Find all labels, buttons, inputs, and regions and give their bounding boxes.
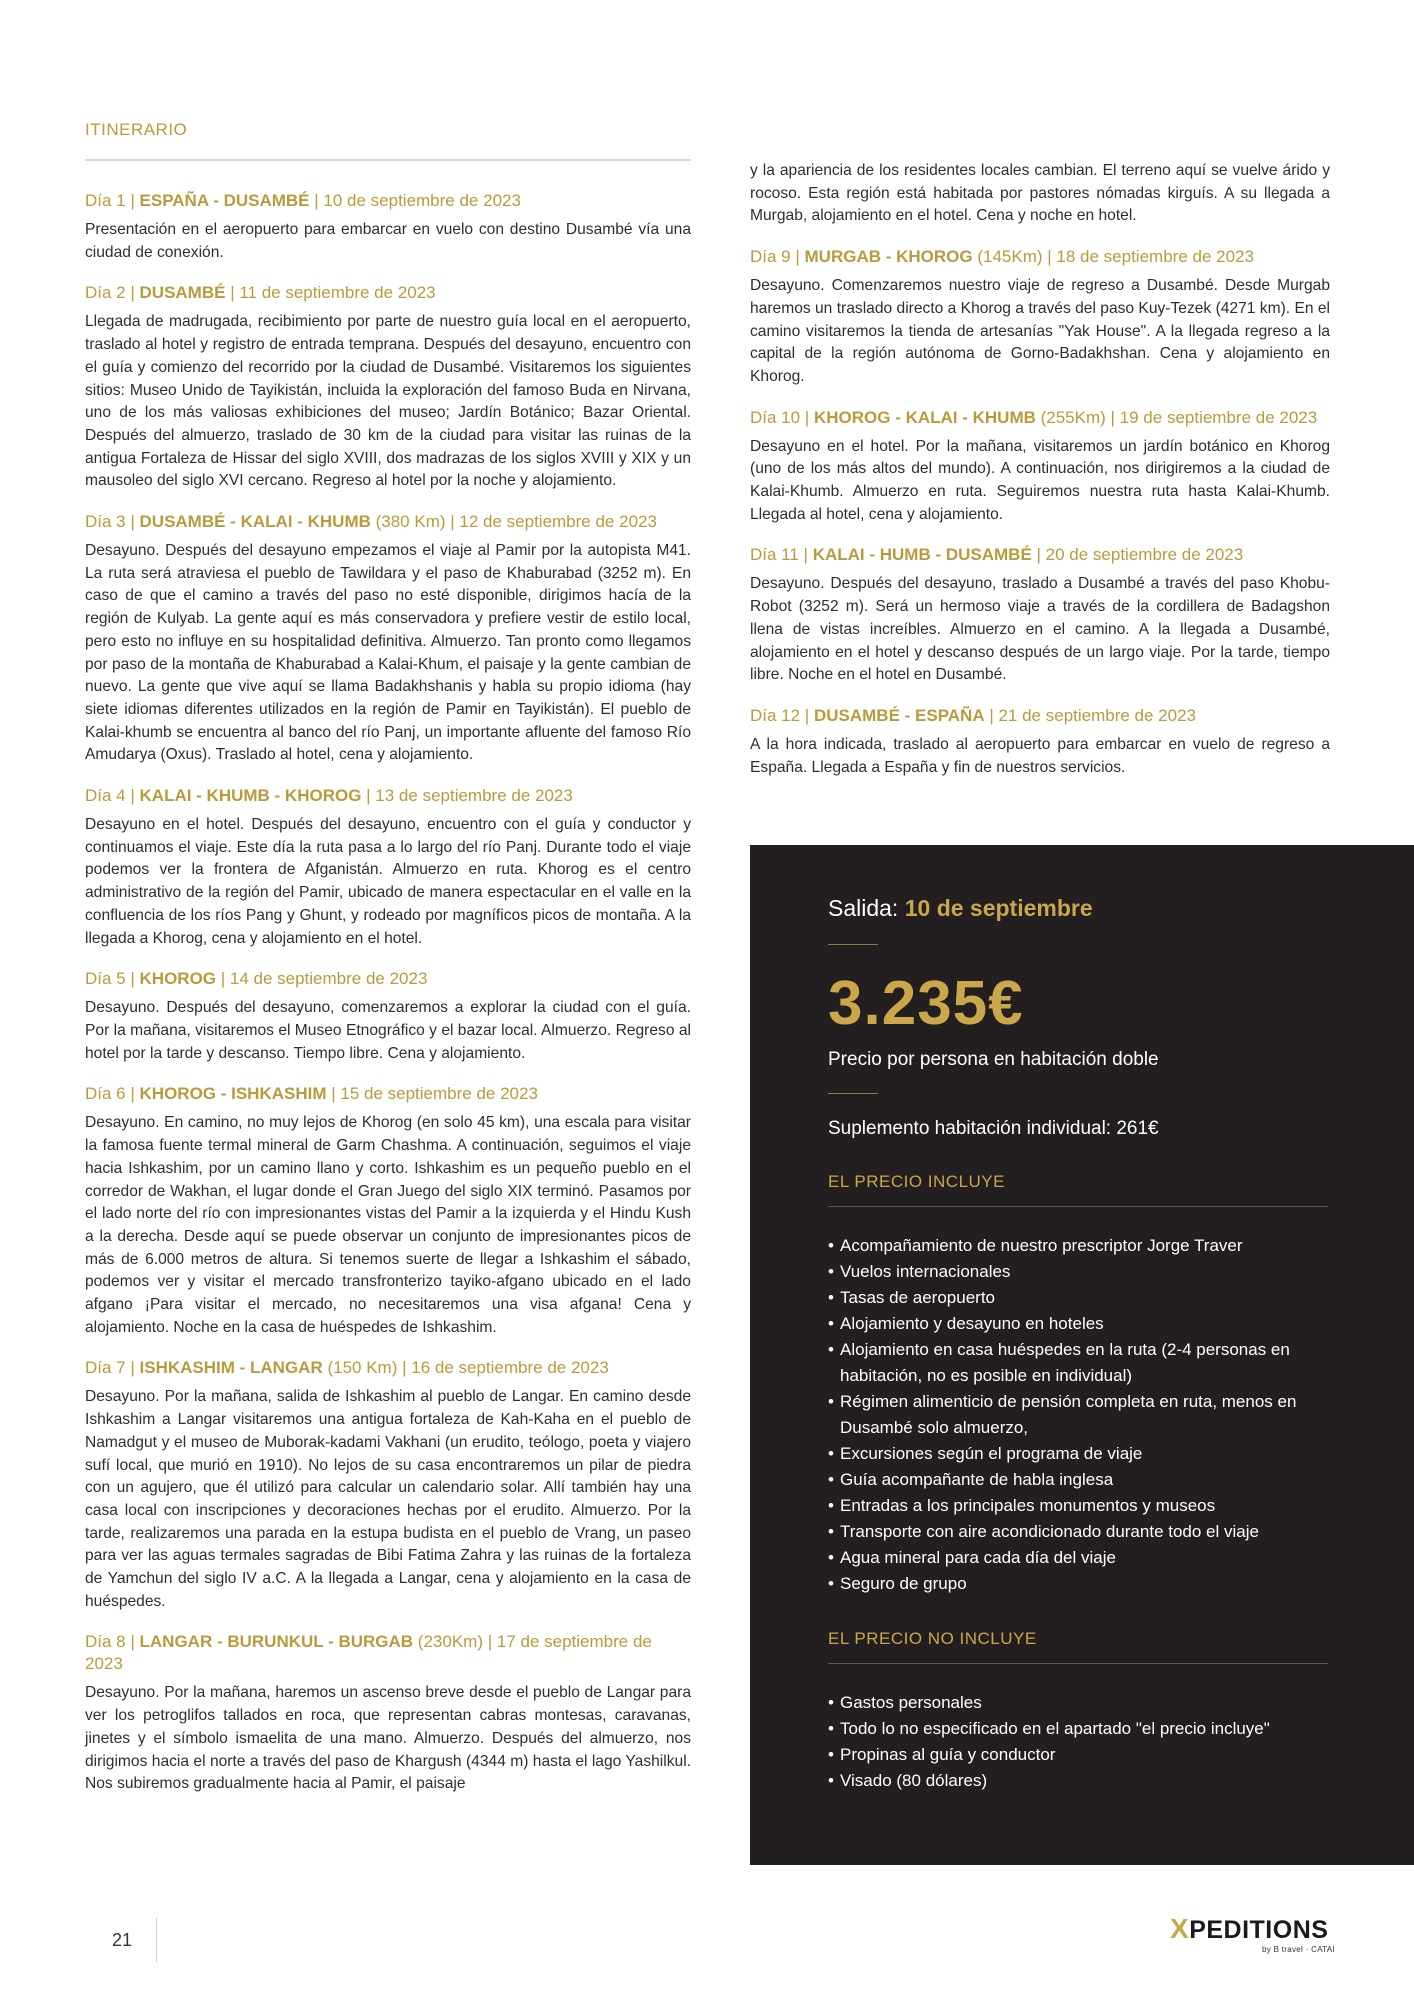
day-date: | 16 de septiembre de 2023: [397, 1358, 609, 1378]
list-item: [828, 1441, 1328, 1467]
continued-text: y la apariencia de los residentes locales cambian. El terreno aquí se vuelve árido y rocoso. Esta región está habitada por pastores nómadas kirguís. A su llegada a Murgab, alojamiento en el hotel. Cena y noche en hotel.: [750, 162, 1330, 225]
day-description: Desayuno en el hotel. Después del desayuno, encuentro con el guía y conductor y continuamos el viaje. Este día la ruta pasa a lo largo del río Panj. Durante todo el viaje podemos ver la frontera de Afganistán. Almuerzo en ruta. Khorog es el centro administrativo de la región del Pamir, ubicado de manera espectacular en el valle en la confluencia de los ríos Pang y Ghunt, y rodeado por magníficos picos de montaña. A la llegada a Khorog, cena y alojamiento en el hotel.: [85, 816, 691, 947]
itinerary-day: [85, 511, 691, 767]
itinerary-day: [85, 785, 691, 950]
day-route: KHOROG - ISHKASHIM: [139, 1084, 327, 1104]
single-supplement: Suplemento habitación individual: 261€: [828, 1118, 1159, 1139]
day-route: KHOROG - KALAI - KHUMB: [813, 407, 1036, 427]
day-number: Día 5 |: [85, 969, 135, 989]
list-item-text: Excursiones según el programa de viaje: [840, 1444, 1143, 1463]
day-description: A la hora indicada, traslado al aeropuerto para embarcar en vuelo de regreso a España. Llegada a España y fin de nuestros servicios.: [750, 735, 1330, 776]
day-description: Desayuno. Después del desayuno empezamos el viaje al Pamir por la autopista M41. La ruta será atraviesa el pueblo de Tawildara y el paso de Khaburabad (3252 m). En caso de que el camino a través del paso no esté disponible, dirigimos hacía de la región de Kulyab. La gente aquí es más conservadora y prefiere vestir de estilo local, pero esto no influye en su hospitalidad definitiva. Almuerzo. Tan pronto como llegamos por paso de la montaña de Khaburabad a Kalai-Khum, el paisaje y la gente cambian de nuevo. La gente que vive aquí se llama Badakhshanis y habla su propio idioma (hay siete idiomas diferentes utilizados en la región de Pamir en Tayikistán). El pueblo de Kalai-khumb se encuentra al banco del río Panj, un importante afluente del famoso Río Amudarya (Oxus). Traslado al hotel, cena y alojamiento.: [85, 542, 691, 764]
day-route: DUSAMBÉ - KALAI - KHUMB: [139, 512, 371, 532]
day-date: | 21 de septiembre de 2023: [984, 705, 1197, 725]
day-distance: (380 Km): [370, 512, 446, 532]
day-heading: [85, 1631, 691, 1675]
day-route: KHOROG: [139, 969, 217, 989]
list-item: [828, 1742, 1328, 1768]
price-note: Precio por persona en habitación doble: [828, 1049, 1159, 1070]
bullet-icon: •: [828, 1496, 834, 1515]
day-date: | 13 de septiembre de 2023: [361, 786, 573, 806]
list-item: [828, 1233, 1328, 1259]
day-number: Día 6 |: [85, 1084, 135, 1104]
day-heading: [85, 1083, 691, 1105]
day-description: Desayuno. En camino, no muy lejos de Khorog (en solo 45 km), una escala para visitar la famosa fuente termal mineral de Garm Chashma. A continuación, seguimos el viaje hacia Ishkashim, por un camino llano y corto. Ishkashim es un pequeño pueblo en el corredor de Wakhan, el lugar donde el Gran Juego del siglo XIX terminó. Pasamos por el lado norte del río con impresionantes vistas del Pamir a la izquierda y el Hindu Kush a la derecha. Desde aquí se puede observar un conjunto de impresionantes picos de más de 6.000 metros de altura. Si tenemos suerte de llegar a Ishkashim el sábado, podemos ver y visitar el mercado transfronterizo tayiko-afgano ubicado en el lado afgano ¡Para visitar el mercado, no necesitaremos una visa afgana! Cena y alojamiento. Noche en la casa de huéspedes de Ishkashim.: [85, 1114, 691, 1336]
price-box-content: [828, 895, 1328, 1794]
bullet-icon: •: [828, 1340, 834, 1359]
price-value: 3.235€: [828, 969, 1024, 1038]
includes-list: [828, 1233, 1328, 1597]
bullet-icon: •: [828, 1522, 834, 1541]
right-days: [750, 246, 1330, 779]
short-divider: [828, 944, 878, 945]
day-heading: [85, 785, 691, 807]
list-item-text: Tasas de aeropuerto: [840, 1288, 995, 1307]
list-item: [828, 1571, 1328, 1597]
excludes-title: EL PRECIO NO INCLUYE: [828, 1629, 1037, 1648]
day-number: Día 8 |: [85, 1632, 135, 1652]
day-heading: [750, 705, 1330, 727]
day-number: Día 2 |: [85, 283, 135, 303]
day-number: Día 1 |: [85, 191, 135, 210]
list-item: [828, 1337, 1328, 1389]
page-number: 21: [112, 1930, 133, 1950]
day-description: Desayuno en el hotel. Por la mañana, visitaremos un jardín botánico en Khorog (uno de los más altos del mundo). A continuación, nos dirigiremos a la ciudad de Kalai-Khumb. Almuerzo en ruta. Seguiremos nuestra ruta hasta Kalai-Khumb. Llegada al hotel, cena y alojamiento.: [750, 437, 1330, 523]
bullet-icon: •: [828, 1548, 834, 1567]
excludes-list: [828, 1690, 1328, 1794]
day-heading: [750, 544, 1330, 566]
itinerary-day: [750, 705, 1330, 779]
day-description: Llegada de madrugada, recibimiento por parte de nuestro guía local en el aeropuerto, traslado al hotel y registro de entrada temprana. Después del desayuno, encuentro con el guía y comienzo del recorrido por la ciudad de Dusambé. Visitaremos los siguientes sitios: Museo Unido de Tayikistán, incluida la exploración del famoso Buda en Nirvana, uno de los más valiosas exhibiciones del museo; Jardín Botánico; Bazar Oriental. Después del almuerzo, traslado de 30 km de la ciudad para visitar las ruinas de la antigua Fortaleza de Hissar del siglo XVIII, dos madrazas de los siglos XVIII y XIX y un mausoleo del siglo XVI cercano. Regreso al hotel por la noche y alojamiento.: [85, 313, 691, 490]
day-route: KALAI - KHUMB - KHOROG: [139, 786, 362, 806]
excludes-divider: [828, 1663, 1328, 1664]
list-item-text: Transporte con aire acondicionado durante todo el viaje: [840, 1522, 1259, 1541]
list-item: [828, 1716, 1328, 1742]
day-number: Día 7 |: [85, 1358, 135, 1378]
list-item: [828, 1768, 1328, 1794]
day-number: Día 4 |: [85, 786, 135, 806]
list-item-text: Entradas a los principales monumentos y museos: [840, 1496, 1216, 1515]
day-description: Desayuno. Después del desayuno, traslado a Dusambé a través del paso Khobu-Robot (3252 m). Será un hermoso viaje a través de la cordillera de Badagshon llena de vistas increíbles. Almuerzo en el camino. A la llegada a Dusambé, alojamiento en el hotel y descanso después de un largo viaje. Por la tarde, tiempo libre. Noche en el hotel en Dusambé.: [750, 575, 1330, 684]
includes-divider: [828, 1206, 1328, 1207]
departure-line: [828, 895, 1328, 922]
day-route: ISHKASHIM - LANGAR: [139, 1358, 323, 1378]
day-heading: [85, 1357, 691, 1379]
day-date: | 15 de septiembre de 2023: [326, 1084, 538, 1104]
xpeditions-logo: [1170, 1913, 1335, 1964]
day-heading: [85, 511, 691, 533]
day-description: Desayuno. Por la mañana, haremos un ascenso breve desde el pueblo de Langar para ver los petroglifos tallados en roca, que representan cabras montesas, caravanas, jinetes y el símbolo ismaelita de una mano. Almuerzo. Después del almuerzo, nos dirigimos hacia el norte a través del paso de Khargush (4344 m) hasta el lago Yashilkul. Nos subiremos gradualmente hacia al Pamir, el paisaje: [85, 1684, 691, 1793]
itinerary-right-column: [750, 160, 1330, 797]
day-date: | 20 de septiembre de 2023: [1031, 545, 1244, 565]
bullet-icon: •: [828, 1288, 834, 1307]
list-item: [828, 1690, 1328, 1716]
day-heading: [85, 190, 691, 212]
day-distance: (145Km): [972, 247, 1043, 267]
list-item: [828, 1285, 1328, 1311]
logo-subtitle: by B travel · CATAI: [1262, 1945, 1335, 1954]
day-description: Desayuno. Por la mañana, salida de Ishkashim al pueblo de Langar. En camino desde Ishkashim a Langar visitaremos una antigua fortaleza de Kah-Kaha en el pueblo de Namadgut y el museo de Muborak-kadami Vakhani (un erudito, teólogo, poeta y viajero sufí local, que murió en 1910). No lejos de su casa encontraremos un pilar de piedra con un agujero, que él utilizó para calcular un calendario solar. Allí también hay una casa local con inscripciones y decoraciones hechas por el erudito. Almuerzo. Por la tarde, realizaremos una parada en la estupa budista en el pueblo de Vrang, un paseo para ver las aguas termales sagradas de Bibi Fatima Zahra y las ruinas de la fortaleza de Yamchun del siglo IV a.C. A la llegada a Langar, cena y alojamiento en la casa de huéspedes.: [85, 1388, 691, 1610]
day-date: | 11 de septiembre de 2023: [225, 283, 436, 303]
itinerary-day: [750, 407, 1330, 527]
bullet-icon: •: [828, 1444, 834, 1463]
day-date: | 17 de septiembre de 2023: [85, 1632, 652, 1674]
list-item: [828, 1389, 1328, 1441]
departure-label: Salida:: [828, 895, 899, 921]
day-number: Día 12 |: [750, 705, 810, 725]
day-heading: [85, 282, 691, 304]
itinerary-day: [85, 1631, 691, 1796]
list-item: [828, 1493, 1328, 1519]
day-heading: [85, 968, 691, 990]
day-route: DUSAMBÉ - ESPAÑA: [813, 705, 985, 725]
itinerary-day: [85, 1357, 691, 1613]
list-item: [828, 1545, 1328, 1571]
itinerary-day: [85, 1083, 691, 1339]
itinerary-day: [85, 968, 691, 1065]
day-date: | 10 de septiembre de 2023: [309, 191, 521, 210]
bullet-icon: •: [828, 1262, 834, 1281]
bullet-icon: •: [828, 1719, 834, 1738]
list-item-text: Visado (80 dólares): [840, 1771, 988, 1790]
day-date: | 12 de septiembre de 2023: [445, 512, 657, 532]
list-item-text: Vuelos internacionales: [840, 1262, 1011, 1281]
list-item-text: Seguro de grupo: [840, 1574, 967, 1593]
bullet-icon: •: [828, 1693, 834, 1712]
list-item: [828, 1259, 1328, 1285]
list-item-text: Régimen alimenticio de pensión completa en ruta, menos en Dusambé solo almuerzo,: [840, 1392, 1297, 1437]
day-distance: (255Km): [1035, 407, 1106, 427]
bullet-icon: •: [828, 1574, 834, 1593]
bullet-icon: •: [828, 1771, 834, 1790]
departure-date: 10 de septiembre: [904, 895, 1093, 921]
day-distance: (230Km): [413, 1632, 483, 1652]
itinerary-day: [750, 246, 1330, 389]
includes-title: EL PRECIO INCLUYE: [828, 1172, 1005, 1191]
bullet-icon: •: [828, 1392, 834, 1411]
list-item: [828, 1311, 1328, 1337]
day-route: DUSAMBÉ: [139, 283, 226, 303]
list-item-text: Agua mineral para cada día del viaje: [840, 1548, 1116, 1567]
list-item-text: Propinas al guía y conductor: [840, 1745, 1056, 1764]
day-date: | 14 de septiembre de 2023: [216, 969, 428, 989]
day-heading: [750, 407, 1330, 429]
bullet-icon: •: [828, 1314, 834, 1333]
short-divider: [828, 1093, 878, 1094]
day-distance: (150 Km): [322, 1358, 398, 1378]
day-date: | 19 de septiembre de 2023: [1105, 407, 1318, 427]
bullet-icon: •: [828, 1745, 834, 1764]
list-item-text: Guía acompañante de habla inglesa: [840, 1470, 1114, 1489]
top-divider: [85, 159, 691, 161]
bullet-icon: •: [828, 1236, 834, 1255]
logo-wordmark: [1170, 1913, 1335, 1944]
list-item-text: Todo lo no especificado en el apartado "el precio incluye": [840, 1719, 1270, 1738]
bullet-icon: •: [828, 1470, 834, 1489]
day-description: Desayuno. Después del desayuno, comenzaremos a explorar la ciudad con el guía. Por la mañana, visitaremos el Museo Etnográfico y el bazar local. Almuerzo. Regreso al hotel por la tarde y descanso. Tiempo libre. Cena y alojamiento.: [85, 999, 691, 1062]
section-label: ITINERARIO: [85, 120, 188, 139]
itinerary-day: [85, 282, 691, 493]
day-route: MURGAB - KHOROG: [804, 247, 973, 267]
page-number-divider: [156, 1918, 157, 1962]
day-number: Día 10 |: [750, 407, 810, 427]
itinerary-day: [750, 544, 1330, 687]
itinerary-day: [85, 190, 691, 264]
day-number: Día 9 |: [750, 247, 800, 267]
list-item-text: Alojamiento en casa huéspedes en la ruta (2-4 personas en habitación, no es posible en individual): [840, 1340, 1290, 1385]
day-route: ESPAÑA - DUSAMBÉ: [139, 191, 310, 210]
list-item-text: Gastos personales: [840, 1693, 982, 1712]
list-item-text: Alojamiento y desayuno en hoteles: [840, 1314, 1104, 1333]
day-number: Día 3 |: [85, 512, 135, 532]
day-date: | 18 de septiembre de 2023: [1042, 247, 1254, 267]
day-route: LANGAR - BURUNKUL - BURGAB: [139, 1632, 414, 1652]
day-description: Presentación en el aeropuerto para embarcar en vuelo con destino Dusambé vía una ciudad de conexión.: [85, 221, 691, 261]
day-route: KALAI - HUMB - DUSAMBÉ: [812, 545, 1032, 565]
logo-x: X: [1170, 1913, 1190, 1944]
day-number: Día 11 |: [750, 545, 808, 565]
price-box: [750, 845, 1414, 1865]
list-item: [828, 1519, 1328, 1545]
list-item: [828, 1467, 1328, 1493]
day-heading: [750, 246, 1330, 268]
list-item-text: Acompañamiento de nuestro prescriptor Jorge Traver: [840, 1236, 1243, 1255]
itinerary-left-column: [85, 190, 691, 1814]
logo-text: PEDITIONS: [1189, 1916, 1329, 1944]
day-description: Desayuno. Comenzaremos nuestro viaje de regreso a Dusambé. Desde Murgab haremos un traslado directo a Khorog a través del paso Kuy-Tezek (4271 km). En el camino visitaremos la tienda de artesanías "Yak House". A la llegada regreso a la capital de la región autónoma de Gorno-Badakhshan. Cena y alojamiento en Khorog.: [750, 277, 1330, 385]
